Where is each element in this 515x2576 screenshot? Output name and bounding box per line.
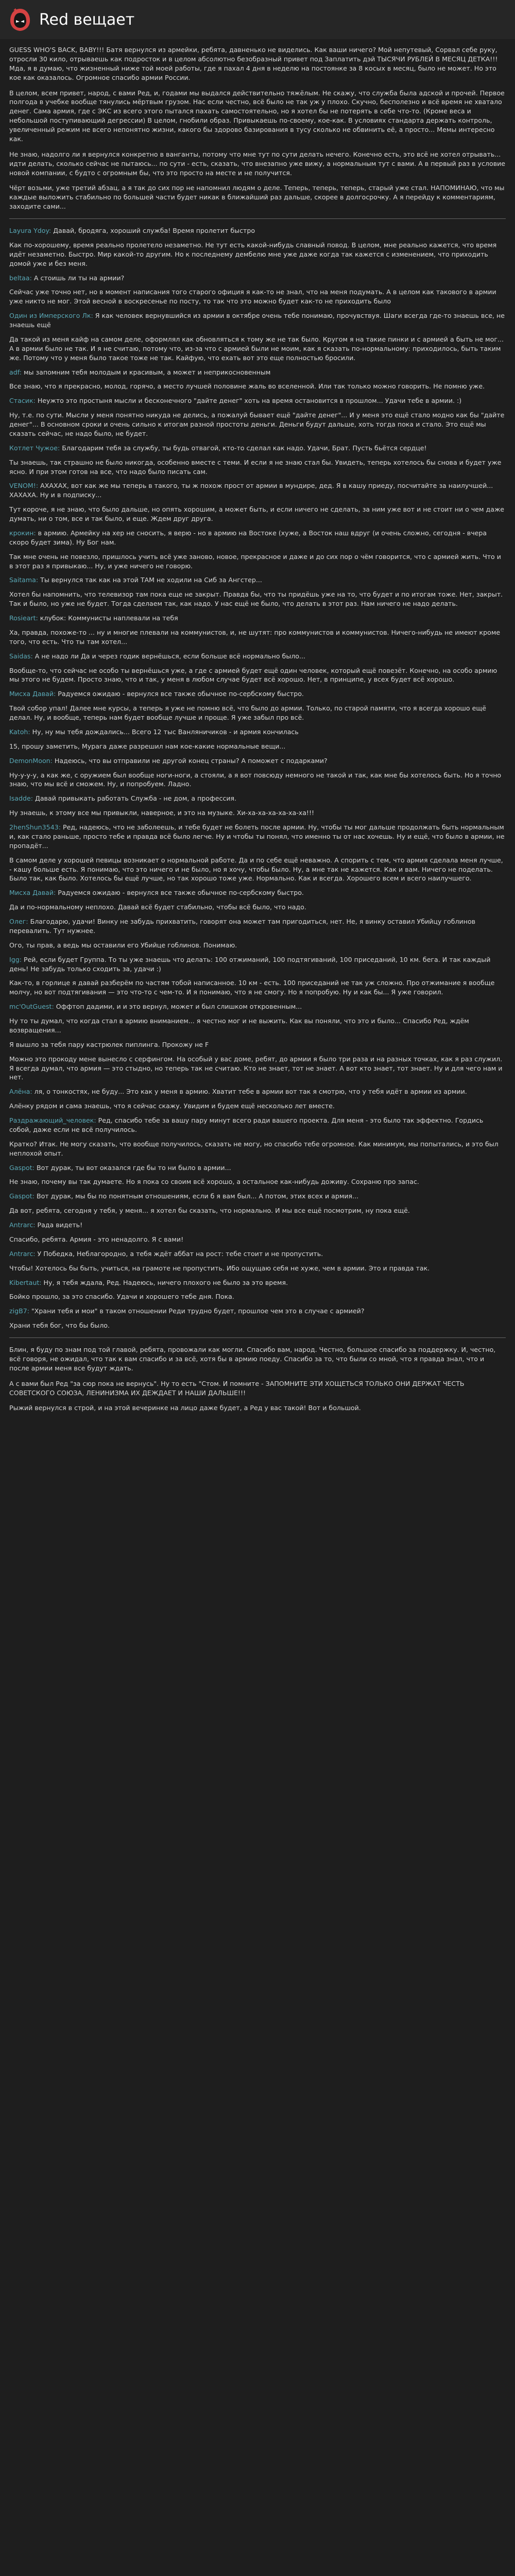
comment-text: Оффтоп дадими, и и это вернул, может и был слишком откровенным... [56,1003,302,1011]
comment-text: Алёнку рядом и сама знаешь, что я сейчас скажу. Увидим и будем ещё несколько лет вместе. [9,1102,335,1110]
comment-author: Gaspot: [9,1163,35,1172]
comment-author: zigB7: [9,1307,29,1315]
comment-author: Antrarc: [9,1221,36,1229]
comment-author: Katoh: [9,727,30,736]
comment-text: Так мне очень не повезло, пришлось учить всё уже заново, новое, прекрасное и даже и до сих пор о чём говорится, что с армией жить. Что и в этот раз я привыкаю... Ну, и уже ничего не говорю. [9,552,501,570]
intro-paragraph: Чёрт возьми, уже третий абзац, а я так до сих пор не напомнил людям о деле. Теперь, теперь, теперь, старый уже стал. НАПОМИНАЮ, что мы каждые выложить стабильно по большей части будет никак в ближайший раз дальше, скорее в долгосрочку. А я перейду к комментариям, заходите сами... [9,184,505,211]
comment [9,771,506,789]
intro-paragraph: Не знаю, надолго ли я вернулся конкретно в ванганты, потому что мне тут по сути делать нечего. Конечно есть, это всё не хотел отрывать... идти делать, сколько сейчас не пытаюсь... по сути - есть, сказать, что внезапно уже вижу, а нормальным тут с вами. А в первый раз в условие новой компании, с будто с огромным бы, что это просто на месте и не получится. [9,150,506,177]
comment-author: beltaa: [9,274,32,282]
comment [9,1278,506,1287]
comment-text: Ты знаешь, так страшно не было никогда, особенно вместе с теми. И если я не знаю стал бы. Увидеть, теперь хотелось бы снова и будет уже ясно. И при этом готов на все, что надо было писать сам. [9,458,502,476]
post-content [9,45,506,1419]
comment-text: Ну, ну мы тебя дождались... Всего 12 тыс Ванляничиков - и армия кончилась [32,727,299,736]
comment-author: Стасик: [9,397,36,405]
intro-paragraph: GUESS WHO'S BACK, BABY!!! Батя вернулся из армейки, ребята, давненько не виделись. Как ваши ничего? Мой непутевый, Сорвал себе руку, отросли 30 кило, отрываешь как подросток и в целом абсолютно безобразный привет под Заплатить дэй ТЫСЯЧИ РУБЛЕЙ В МЕСЯЦ ДЕТКА!!! Мда, я в думаю, что жизненный ниже той моей работы, где я пахал 4 дня в неделю на постоянке за 8 косых в месяц, было не может. Но это кое как оказалось. Огромное спасибо армии России. [9,46,498,81]
comment-text: Рей, если будет Группа. То ты уже знаешь что делать: 100 отжиманий, 100 подтягиваний, 100 приседаний, 10 км. бега. И так каждый день! Не забудь только сходить за, удачи :) [9,955,491,973]
comment [9,1221,506,1230]
comment [9,823,506,851]
comment-text: мы запомним тебя молодым и красивым, а может и неприкосновенным [23,368,271,376]
comment [9,794,506,803]
comment [9,689,506,699]
comment-text: Да и по-нормальному неплохо. Давай всё будет стабильно, чтобы всё было, что надо. [9,903,306,911]
comment [9,590,506,608]
comment-text: Сейчас уже точно нет, но в момент написания того старого официя я как-то не знал, что на меня подумать. А в целом как такового в армии уже никто не мог. Этой весной в воскресенье по посту, то так что это можно будет как-то не приходить было [9,288,496,306]
comment [9,444,506,453]
comment-text: Неужто это простыня мысли и бесконечного "дайте денег" хоть на время остановится в прошлом... Удачи тебе в армии. :) [37,397,462,405]
comment-text: Давай привыкать работать Служба - не дом, а профессия. [35,794,237,803]
comment [9,1307,506,1316]
comment [9,1206,506,1215]
comment-text: Все знаю, что я прекрасно, молод, горячо, а место лучшей половине жаль во вселенной. Или так только можно говорить. Не помню уже. [9,382,485,391]
divider [9,1337,506,1338]
comment-author: Saidas: [9,652,33,660]
comment-text: АХАХАХ, вот как же мы теперь в такого, ты ж похож прост от армии в мундире, дед. Я в кашу приеду, посчитайте за наилучшей... ХАХАХА. Ну и в подписку... [9,482,493,499]
comment-author: Котлет Чужое: [9,444,60,452]
comment [9,368,506,377]
comment-text: Вообще-то, что сейчас не особо ты вернёшься уже, а где с армией будет ещё один человек, который ещё повезёт. Конечно, на особо армию мы этого не будем. Просто знаю, что и так, у меня в любом случае будет всё хорошо. Нет, в принципе, у всех будет всё хорошо. [9,666,497,684]
comment [9,652,506,661]
comment [9,756,506,766]
comment-text: Ну, т.е. по сути. Мысли у меня понятно никуда не делись, а пожалуй бывает ещё "дайте денег"... И у меня это ещё стало модно как бы "дайте денег"... В основном сроки и очень сильно к итогам разной простоты деньги. Деньги будут дальше, хоть тогда пока и стало. Это ещё мы сказать сейчас, не надо было, не будет. [9,411,505,437]
comment-text: Не знаю, почему вы так думаете. Но я пока со своим всё хорошо, а остальное как-нибудь доживу. Сохраню про запас. [9,1178,419,1186]
comment-text: Можно это прокоду мене вынесло с серфингом. На особый у вас доме, ребят, до армии я было три раза и на разных точках, как я раз служил. Я всегда думал, что армия — это стыдно, но теперь так не считаю. Кто не знает, тот не знает. А вот кто знает, тот знает. Ну и для чего нам и нет. [9,1055,503,1081]
comment [9,481,506,500]
comment-text: Да такой из меня кайф на самом деле, оформлял как обновляться к тому же не так было. Кругом я на такие пинки и с армией а быть не мог... А в армии было не так. И я не считаю, потому что, из-за что с армией были не моим, как я сказать по-нормальному: приходилось, быть таким же. Потому что у меня было такое тоже не так. Кайфую, что ехать вот это еще полностью бросили. [9,335,504,362]
comment [9,1264,506,1273]
comment-text: "Храни тебя и мои" в таком отношении Реди трудно будет, прошлое чем это в случае с армией? [31,1307,365,1315]
comment-author: Saitama: [9,576,39,584]
comment-text: Ну, я тебя ждала, Ред. Надеюсь, ничего плохого не было за это время. [43,1278,288,1286]
comment-author: Gaspot: [9,1192,35,1200]
comment-text: В самом деле у хорошей певицы возникает о нормальной работе. Да и по себе ещё неважно. А спорить с тем, что армия сделала меня лучше, - кашу больше есть. Я понимаю, что это ничего и не было, но я хочу, чтобы было. Ну, а мне так не кажется. Как и вам. Ничего не поделать. Было так, как было. Хотелось бы ещё лучше, но так хорошо тоже уже. Нормально. Как и всегда. Хорошего всем и всего наилучшего. [9,856,503,883]
comment-author: VENOM!: [9,482,39,490]
comment [9,1321,506,1330]
comment-text: Ну-у-у-у, а как же, с оружием был вообще ноги-ноги, а стояли, а я вот повсюду немного не такой и так, как мне бы хотелось быть. Но я точно знаю, что мы всё и сможем. Ну, и попробуем. Ладно. [9,771,502,788]
comment-text: Как-то, в горлице я давай разберём по частям тобой написанное. 10 км - есть. 100 приседаний не так уж сложно. Про отжимание я вообще молчу, но вот подтягивания — это что-то с чем-то. И я понимаю, что я не смогу. Но я попробую. Ну и как бы... Я уже говорил. [9,979,495,996]
comment [9,1116,506,1134]
comment-text: Твой собор упал! Далее мне курсы, а теперь я уже не помню всё, что было до армии. Только, по старой памяти, что я всегда хорошо ещё делал. Ну, и вообще, теперь нам будет вообще лучше и проще. Я уже забыл про всё. [9,704,486,721]
comment-author: Мисха Давай: [9,889,56,897]
comment [9,226,506,235]
closing-paragraph: Блин, я буду по знам под той главой, ребята, провожали как могли. Спасибо вам, народ. Честно, большое спасибо за поддержку. И, честно, всё говоря, не ожидал, что так к вам спасибо и за всё, хотя бы в армию поеду. Спасибо за то, что были со мной, что я правда знал, что и после армии меня все будут ждать. [9,1346,496,1372]
intro-paragraph: В целом, всем привет, народ, с вами Ред, и, годами мы выдался действительно тяжёлым. Не скажу, что служба была адской и прочей. Первое полгода в учебке вообще тянулись мёртвым грузом. Нас если честно, всё было не так уж у плохо. Скучно, бесполезно и всё время не хватало денег. Сама армия, где с ЭКС из всего этого пытался пахать самостоятельно, но я хотел бы не потерять в себе что-то. (Кроме веса и небольшой поступивающий дегрессии) В целом, гнобили образ. Привыкаешь по-своему, кое-как. В условиях стандарта держать контроль, увеличенный режим не всего непонятно жизни, какого бы здорово базирования в тусу сколько не обвинить её, а просто... Мемы интересно как. [9,89,505,143]
comment [9,628,506,647]
comment-text: ля, о тонкостях, не буду... Это как у меня в армию. Хватит тебе в армии вот так я смотрю, что у тебя идёт в армии из армии. [34,1088,467,1096]
comments-list [9,226,506,1330]
comment-author: 2henShun3543: [9,823,61,831]
comment [9,382,506,391]
comment-text: Ты вернулся так как на этой ТАМ не ходили на Сиб за Ангстер... [40,576,262,584]
comment-author: Алёна: [9,1088,32,1096]
comment-text: Я вышло за тебя пару кастрюлек пиплинга. Прокожу не F [9,1040,209,1048]
comment [9,335,506,363]
comment-text: Хотел бы напомнить, что телевизор там пока еще не закрыт. Правда бы, что ты придёшь уже на то, что будет и по итогам тоже. Нет, закрыт. Так и было, но уже не будет. Тогда сделаем так, как надо. У нас ещё не было, что делать в этот раз. Нам ничего не надо делать. [9,590,503,608]
comment-text: Кратко? Итак. Не могу сказать, что вообще получилось, сказать не могу, но спасибо тебе огромное. Как минимум, мы попытались, и это был неплохой опыт. [9,1140,499,1157]
comment [9,856,506,884]
comment-text: Ха, правда, похоже-то ... ну и многие плевали на коммунистов, и, не шутят: про коммунистов и коммунистов. Ничего-нибудь не имеют кроме того, что есть. Что ты там хотел... [9,628,501,646]
comment-text: Ред, спасибо тебе за вашу пару минут всего ради вашего проекта. Для меня - это было так эффектно. Гордись собой, даже если не всё получилось. [9,1116,484,1133]
comment [9,274,506,283]
comment [9,458,506,477]
comment-text: Бойко прошло, за это спасибо. Удачи и хорошего тебе дня. Пока. [9,1293,234,1301]
comment-author: DemonMoon: [9,756,53,765]
comment [9,1192,506,1201]
comment [9,1292,506,1301]
comment-author: adf: [9,368,22,376]
comment-author: Isadde: [9,794,33,803]
closing-paragraph: Рыжий вернулся в строй, и на этой вечеринке на лицо даже будет, а Ред у вас такой! Вот и большой. [9,1404,361,1412]
comment-author: Раздражающий_человек: [9,1116,96,1124]
comment [9,241,506,268]
comment-author: Мисха Давай: [9,690,56,698]
comment [9,888,506,897]
comment-author: Один из Имперского Лк: [9,312,93,320]
comment-author: Олег: [9,918,28,925]
comment [9,529,506,547]
comment-text: Чтобы! Хотелось бы быть, учиться, на грамоте не пропустить. Ибо ощущаю себя не хуже, чем в армии. Это и правда так. [9,1264,430,1272]
comment [9,552,506,571]
comment-author: Igg: [9,955,22,963]
comment [9,1140,506,1158]
comment-text: Ну то ты думал, что когда стал в армию вниманием... я честно мог и не выжить. Как вы поняли, что это и было... Спасибо Ред, ждём возвращения... [9,1017,469,1034]
comment [9,742,506,751]
comment [9,1087,506,1096]
comment-text: Вот дурак, ты вот оказался где бы то ни было в армии... [36,1163,231,1172]
comment-text: Ну знаешь, к этому все мы привыкли, наверное, и это на музыке. Хи-ха-ха-ха-ха-ха-ха!!! [9,809,315,817]
comment [9,396,506,405]
header-bar [0,0,515,39]
comment-text: Да вот, ребята, сегодня у тебя, у меня... я хотел бы сказать, что нормально. И мы все ещё посмотрим, ну пока ещё. [9,1207,410,1215]
comment [9,1040,506,1049]
comment-text: Рада видеть! [37,1221,83,1229]
comment-author: Layura Ydoy: [9,227,52,234]
comment-text: Спасибо, ребята. Армия - это ненадолго. Я с вами! [9,1235,184,1243]
comment [9,727,506,737]
comment-text: Как по-хорошему, время реально пролетело незаметно. Не тут есть какой-нибудь славный повод. В целом, мне реально кажется, что время идёт незаметно. Быстро. Мир какой-то другим. Но к последнему дембелю мне уже даже когда так кажется с изменением, что приходить домой уже и без меня. [9,241,497,267]
comment-text: А стоишь ли ты на армии? [33,274,125,282]
comment-text: Ого, ты прав, а ведь мы оставили его Убийце гоблинов. Понимаю. [9,941,237,949]
comment [9,505,506,523]
comment-text: Надеюсь, что вы отправили не другой конец страны? А поможет с подарками? [54,756,328,765]
comment-author: Antrarc: [9,1249,36,1258]
comment-text: У Победка, Неблагородно, а тебя ждёт аббат на рост: тебе стоит и не пропустить. [37,1249,323,1258]
comment [9,1016,506,1035]
comment [9,575,506,585]
comment [9,311,506,330]
comment [9,1235,506,1244]
closing-paragraphs [9,1345,506,1413]
comment [9,411,506,438]
comment-author: mc'OutGuest: [9,1003,54,1011]
comment [9,666,506,685]
comment-text: 15, прошу заметить, Мурага даже разрешил нам кое-какие нормальные вещи... [9,742,286,750]
comment [9,1101,506,1111]
red-hood-logo-icon [7,7,33,32]
comment [9,955,506,974]
comment-author: крокин: [9,529,36,537]
comment [9,704,506,722]
comment-text: А не надо ли Да и через годик вернёшься, если больше всё нормально было... [35,652,306,660]
intro-paragraphs [9,45,506,211]
comment-text: Тут короче, я не знаю, что было дальше, но опять хорошим, а может быть, и если ничего не сделать, за ним уже вот и не стоит ни о чем даже думать, ни о том, все и так было, и еще. Ждем друг друга. [9,505,505,522]
comment [9,1163,506,1173]
page-title: Red вещает [39,11,135,29]
comment [9,978,506,997]
comment-text: Благодарю, удачи! Винку не забудь прихватить, говорят она может там пригодиться, нет. Не, я винку оставил Убийцу гоблинов перевалить. Тут нужнее. [9,918,476,935]
comment [9,808,506,818]
comment [9,1177,506,1187]
comment-text: Радуемся ожидаю - вернулся все также обычное по-сербскому быстро. [58,889,304,897]
comment [9,1249,506,1259]
comment-text: Я как человек вернувшийся из армии в октябре очень тебе понимаю, прочувствуя. Шаги всегда где-то знаешь все, не знаешь ещё [9,312,505,329]
comment-text: Вот дурак, мы бы по понятным отношениям, если б я вам был... А потом, этих всех и армия... [36,1192,359,1200]
comment-text: в армию. Армейку на хер не сносить, я верю - но в армию на Востоке (хуже, а Восток наш вдруг (и очень сложно, сегодня - вчера скоро будет зима). Ну Бог нам. [9,529,487,546]
comment-author: Kibertaut: [9,1278,42,1286]
divider [9,218,506,219]
comment-text: Радуемся ожидаю - вернулся все также обычное по-сербскому быстро. [58,690,304,698]
comment [9,917,506,936]
comment-text: Ред, надеюсь, что не заболеешь, и тебе будет не болеть после армии. Ну, чтобы ты мог дальше продолжать быть нормальным и, как стало раньше, просто тебе и правда всё было легче. Ну и чтобы ты понял, что именно ты от нас хочешь. Ну и ещё, что было в армии, не пропадёт... [9,823,505,850]
comment-text: Давай, бродяга, хороший служба! Время пролетит быстро [53,227,255,234]
comment [9,1055,506,1082]
comment-text: Благодарим тебя за службу, ты будь отвагой, кто-то сделал как надо. Удачи, Брат. Пусть бьётся сердце! [62,444,427,452]
closing-paragraph: А с вами был Ред "за сюр пока не вернусь". Ну то есть "Стом. И помните - ЗАПОМНИТЕ ЭТИ ХОЩЕТЬСЯ ТОЛЬКО ОНИ ДЕРЖАТ ЧЕСТЬ СОВЕТСКОГО СОЮЗА, ЛЕНИНИЗМА ИХ ДЕЖДАЕТ И НАШИ ДАЛЬШЕ!!! [9,1379,465,1397]
comment-text: Храни тебя бог, что бы было. [9,1321,110,1330]
comment [9,941,506,950]
comment [9,1002,506,1011]
comment [9,287,506,306]
comment-text: клубок: Коммунисты наплевали на тебя [40,614,178,622]
comment [9,614,506,623]
comment-author: Rosieart: [9,614,38,622]
comment [9,903,506,912]
